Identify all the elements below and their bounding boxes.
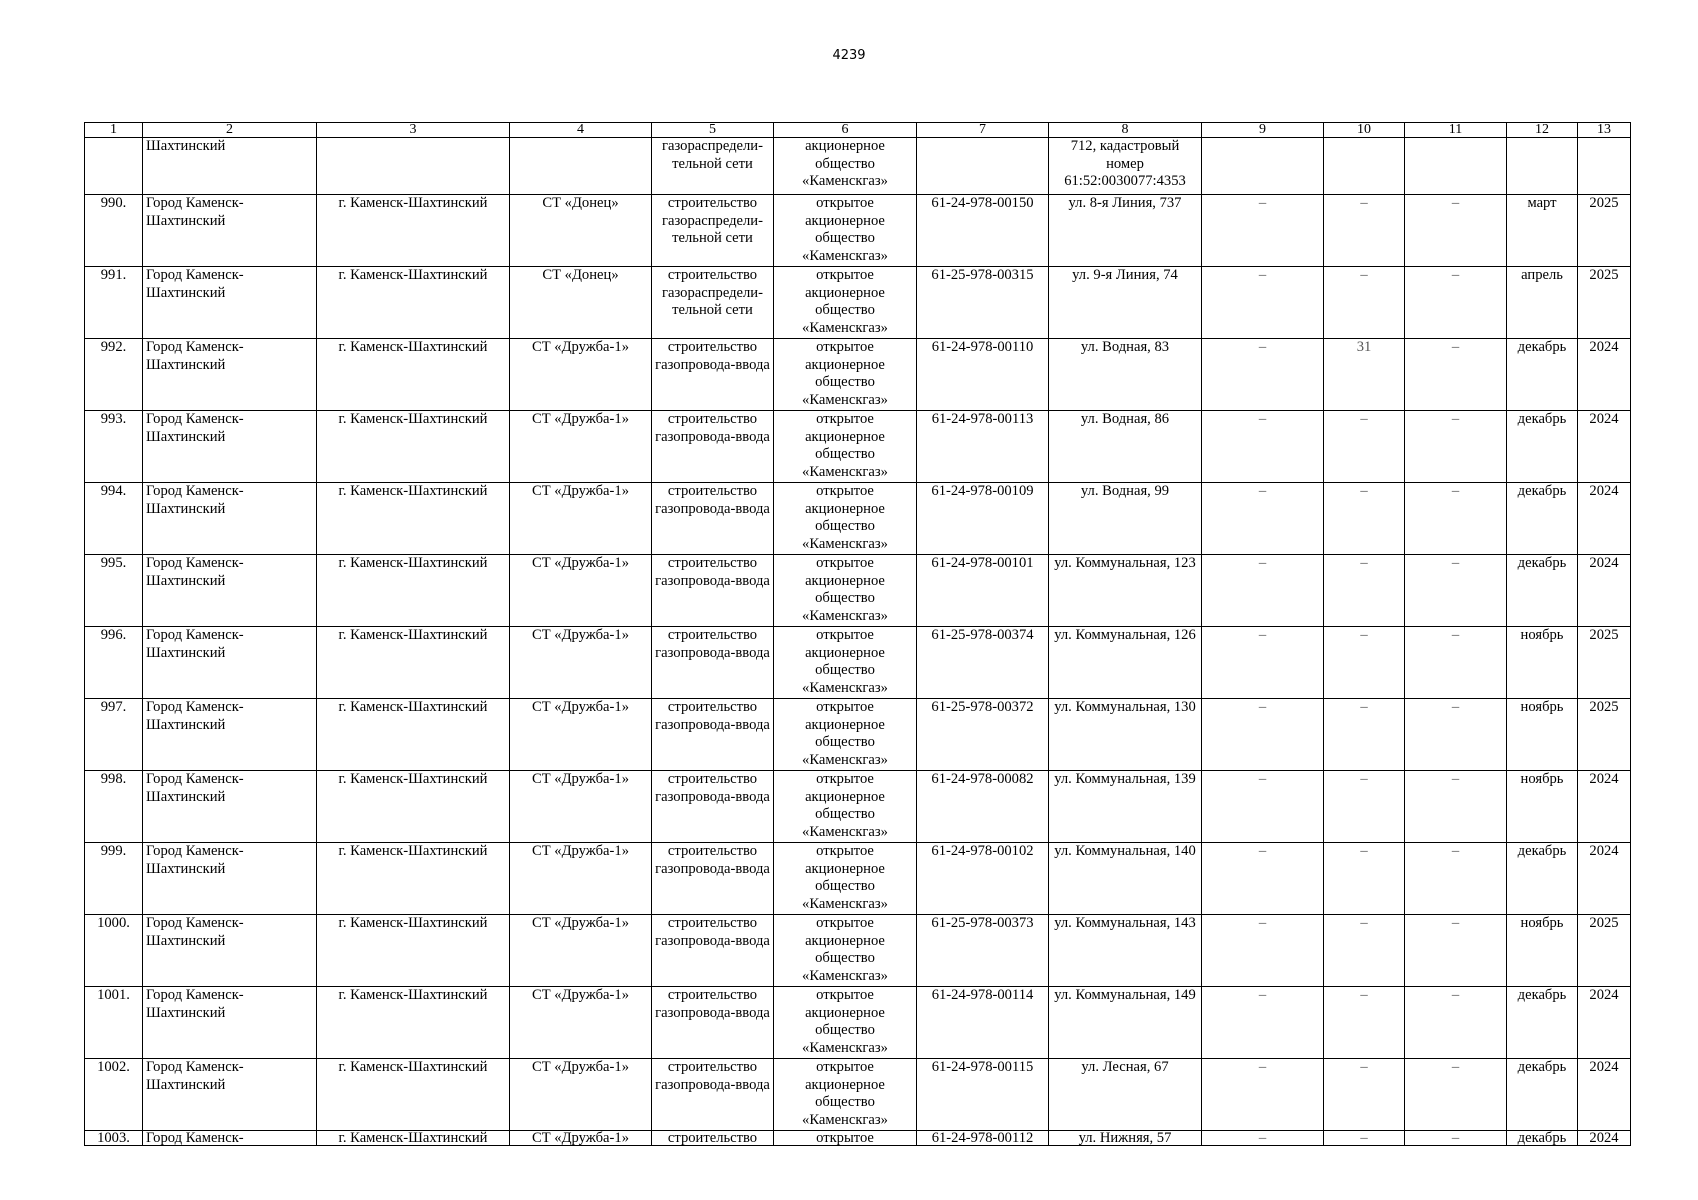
page-number: 4239 bbox=[832, 48, 866, 63]
cell-year: 2025 bbox=[1578, 915, 1631, 987]
cell-code bbox=[917, 138, 1049, 195]
cell-c10: – bbox=[1324, 267, 1405, 339]
cell-location: СТ «Дружба-1» bbox=[510, 843, 652, 915]
cell-month: декабрь bbox=[1507, 843, 1578, 915]
cell-location: СТ «Дружба-1» bbox=[510, 483, 652, 555]
cell-num: 992. bbox=[85, 339, 143, 411]
cell-location: СТ «Дружба-1» bbox=[510, 771, 652, 843]
cell-c11: – bbox=[1405, 915, 1507, 987]
cell-c10: – bbox=[1324, 1131, 1405, 1146]
cell-location: СТ «Дружба-1» bbox=[510, 987, 652, 1059]
cell-address: ул. Коммунальная, 139 bbox=[1049, 771, 1202, 843]
column-number: 8 bbox=[1049, 123, 1202, 138]
cell-c9: – bbox=[1202, 843, 1324, 915]
column-number-row bbox=[85, 123, 1631, 138]
cell-c10: 31 bbox=[1324, 339, 1405, 411]
cell-settlement: г. Каменск-Шахтинский bbox=[317, 483, 510, 555]
column-number: 9 bbox=[1202, 123, 1324, 138]
cell-c9: – bbox=[1202, 1059, 1324, 1131]
cell-organization: открытое акционерное общество «Каменскгаз» bbox=[774, 195, 917, 267]
table-row bbox=[85, 843, 1631, 915]
cell-municipality: Город Каменск-Шахтинский bbox=[143, 627, 317, 699]
cell-code: 61-24-978-00101 bbox=[917, 555, 1049, 627]
cell-year: 2024 bbox=[1578, 483, 1631, 555]
cell-c9: – bbox=[1202, 555, 1324, 627]
cell-work-type: строительство bbox=[652, 1131, 774, 1146]
cell-num: 995. bbox=[85, 555, 143, 627]
cell-work-type: строительство газопровода-ввода bbox=[652, 699, 774, 771]
cell-organization: открытое акционерное общество «Каменскгаз» bbox=[774, 339, 917, 411]
cell-location: СТ «Дружба-1» bbox=[510, 411, 652, 483]
cell-settlement bbox=[317, 138, 510, 195]
cell-code: 61-24-978-00114 bbox=[917, 987, 1049, 1059]
table-row bbox=[85, 627, 1631, 699]
cell-location: СТ «Донец» bbox=[510, 195, 652, 267]
cell-settlement: г. Каменск-Шахтинский bbox=[317, 411, 510, 483]
cell-address: ул. 8-я Линия, 737 bbox=[1049, 195, 1202, 267]
cell-address: ул. Коммунальная, 149 bbox=[1049, 987, 1202, 1059]
cell-work-type: строительство газопровода-ввода bbox=[652, 987, 774, 1059]
cell-num: 996. bbox=[85, 627, 143, 699]
cell-address: ул. Нижняя, 57 bbox=[1049, 1131, 1202, 1146]
cell-organization: открытое акционерное общество «Каменскгаз» bbox=[774, 483, 917, 555]
cell-municipality: Город Каменск-Шахтинский bbox=[143, 771, 317, 843]
cell-c10: – bbox=[1324, 987, 1405, 1059]
cell-work-type: газораспредели-тельной сети bbox=[652, 138, 774, 195]
cell-c10: – bbox=[1324, 915, 1405, 987]
table-row bbox=[85, 1059, 1631, 1131]
cell-location: СТ «Дружба-1» bbox=[510, 1131, 652, 1146]
cell-year: 2024 bbox=[1578, 843, 1631, 915]
cell-organization: открытое акционерное общество «Каменскгаз» bbox=[774, 915, 917, 987]
cell-location: СТ «Дружба-1» bbox=[510, 699, 652, 771]
cell-month: ноябрь bbox=[1507, 627, 1578, 699]
cell-c11: – bbox=[1405, 339, 1507, 411]
cell-municipality: Город Каменск-Шахтинский bbox=[143, 411, 317, 483]
cell-c9 bbox=[1202, 138, 1324, 195]
cell-month: декабрь bbox=[1507, 555, 1578, 627]
column-number: 11 bbox=[1405, 123, 1507, 138]
cell-c9: – bbox=[1202, 987, 1324, 1059]
cell-location: СТ «Донец» bbox=[510, 267, 652, 339]
cell-c9: – bbox=[1202, 771, 1324, 843]
cell-c9: – bbox=[1202, 1131, 1324, 1146]
cell-code: 61-25-978-00315 bbox=[917, 267, 1049, 339]
cell-organization: открытое акционерное общество «Каменскгаз» bbox=[774, 771, 917, 843]
cell-c11: – bbox=[1405, 267, 1507, 339]
cell-work-type: строительство газопровода-ввода bbox=[652, 771, 774, 843]
cell-code: 61-24-978-00109 bbox=[917, 483, 1049, 555]
cell-year: 2024 bbox=[1578, 1131, 1631, 1146]
cell-c9: – bbox=[1202, 627, 1324, 699]
cell-municipality: Город Каменск-Шахтинский bbox=[143, 915, 317, 987]
cell-code: 61-24-978-00115 bbox=[917, 1059, 1049, 1131]
cell-address: ул. Водная, 99 bbox=[1049, 483, 1202, 555]
cell-c10 bbox=[1324, 138, 1405, 195]
cell-c11: – bbox=[1405, 771, 1507, 843]
cell-c11: – bbox=[1405, 1059, 1507, 1131]
cell-c11 bbox=[1405, 138, 1507, 195]
column-number: 5 bbox=[652, 123, 774, 138]
column-number: 12 bbox=[1507, 123, 1578, 138]
cell-num: 998. bbox=[85, 771, 143, 843]
cell-organization: открытое bbox=[774, 1131, 917, 1146]
table-row bbox=[85, 771, 1631, 843]
cell-organization: открытое акционерное общество «Каменскгаз» bbox=[774, 411, 917, 483]
cell-code: 61-25-978-00374 bbox=[917, 627, 1049, 699]
table-row bbox=[85, 267, 1631, 339]
cell-c11: – bbox=[1405, 555, 1507, 627]
cell-settlement: г. Каменск-Шахтинский bbox=[317, 267, 510, 339]
cell-year: 2025 bbox=[1578, 627, 1631, 699]
cell-c9: – bbox=[1202, 195, 1324, 267]
cell-year: 2024 bbox=[1578, 411, 1631, 483]
cell-work-type: строительство газопровода-ввода bbox=[652, 339, 774, 411]
cell-organization: открытое акционерное общество «Каменскгаз» bbox=[774, 699, 917, 771]
cell-c11: – bbox=[1405, 627, 1507, 699]
table-row bbox=[85, 915, 1631, 987]
cell-settlement: г. Каменск-Шахтинский bbox=[317, 1131, 510, 1146]
cell-c11: – bbox=[1405, 843, 1507, 915]
cell-settlement: г. Каменск-Шахтинский bbox=[317, 339, 510, 411]
cell-work-type: строительство газопровода-ввода bbox=[652, 843, 774, 915]
cell-num: 993. bbox=[85, 411, 143, 483]
cell-month: ноябрь bbox=[1507, 915, 1578, 987]
cell-work-type: строительство газопровода-ввода bbox=[652, 915, 774, 987]
register-table bbox=[84, 122, 1631, 1146]
cell-address: 712, кадастровый номер 61:52:0030077:4353 bbox=[1049, 138, 1202, 195]
cell-location: СТ «Дружба-1» bbox=[510, 339, 652, 411]
cell-year: 2024 bbox=[1578, 555, 1631, 627]
cell-address: ул. Лесная, 67 bbox=[1049, 1059, 1202, 1131]
cell-address: ул. Коммунальная, 126 bbox=[1049, 627, 1202, 699]
column-number: 4 bbox=[510, 123, 652, 138]
cell-settlement: г. Каменск-Шахтинский bbox=[317, 1059, 510, 1131]
table-row bbox=[85, 699, 1631, 771]
cell-c10: – bbox=[1324, 699, 1405, 771]
cell-month: ноябрь bbox=[1507, 771, 1578, 843]
cell-settlement: г. Каменск-Шахтинский bbox=[317, 627, 510, 699]
cell-num: 1003. bbox=[85, 1131, 143, 1146]
table-body bbox=[85, 123, 1631, 1146]
cell-settlement: г. Каменск-Шахтинский bbox=[317, 699, 510, 771]
column-number: 13 bbox=[1578, 123, 1631, 138]
cell-year: 2024 bbox=[1578, 987, 1631, 1059]
cell-num: 1002. bbox=[85, 1059, 143, 1131]
cell-c9: – bbox=[1202, 267, 1324, 339]
cell-municipality: Город Каменск-Шахтинский bbox=[143, 195, 317, 267]
cell-address: ул. Водная, 83 bbox=[1049, 339, 1202, 411]
cell-address: ул. Коммунальная, 140 bbox=[1049, 843, 1202, 915]
cell-municipality: Город Каменск-Шахтинский bbox=[143, 699, 317, 771]
cell-organization: открытое акционерное общество «Каменскгаз» bbox=[774, 627, 917, 699]
cell-month: ноябрь bbox=[1507, 699, 1578, 771]
cell-c11: – bbox=[1405, 1131, 1507, 1146]
cell-code: 61-24-978-00150 bbox=[917, 195, 1049, 267]
cell-num: 1000. bbox=[85, 915, 143, 987]
cell-num: 1001. bbox=[85, 987, 143, 1059]
cell-month: апрель bbox=[1507, 267, 1578, 339]
cell-organization: акционерное общество «Каменскгаз» bbox=[774, 138, 917, 195]
cell-location bbox=[510, 138, 652, 195]
cell-num: 994. bbox=[85, 483, 143, 555]
cell-work-type: строительство газораспредели-тельной сети bbox=[652, 267, 774, 339]
table-row bbox=[85, 1131, 1631, 1146]
table-row bbox=[85, 339, 1631, 411]
cell-c10: – bbox=[1324, 195, 1405, 267]
cell-address: ул. 9-я Линия, 74 bbox=[1049, 267, 1202, 339]
cell-code: 61-25-978-00372 bbox=[917, 699, 1049, 771]
cell-settlement: г. Каменск-Шахтинский bbox=[317, 987, 510, 1059]
cell-location: СТ «Дружба-1» bbox=[510, 1059, 652, 1131]
column-number: 10 bbox=[1324, 123, 1405, 138]
cell-year: 2024 bbox=[1578, 1059, 1631, 1131]
cell-organization: открытое акционерное общество «Каменскгаз» bbox=[774, 1059, 917, 1131]
cell-year bbox=[1578, 138, 1631, 195]
cell-month: декабрь bbox=[1507, 987, 1578, 1059]
cell-code: 61-24-978-00113 bbox=[917, 411, 1049, 483]
table-row bbox=[85, 411, 1631, 483]
cell-organization: открытое акционерное общество «Каменскгаз» bbox=[774, 555, 917, 627]
cell-settlement: г. Каменск-Шахтинский bbox=[317, 843, 510, 915]
cell-year: 2024 bbox=[1578, 339, 1631, 411]
cell-month: декабрь bbox=[1507, 339, 1578, 411]
cell-c9: – bbox=[1202, 411, 1324, 483]
cell-year: 2025 bbox=[1578, 195, 1631, 267]
cell-c11: – bbox=[1405, 987, 1507, 1059]
cell-settlement: г. Каменск-Шахтинский bbox=[317, 771, 510, 843]
cell-c10: – bbox=[1324, 627, 1405, 699]
cell-c10: – bbox=[1324, 483, 1405, 555]
cell-code: 61-24-978-00102 bbox=[917, 843, 1049, 915]
cell-municipality: Город Каменск-Шахтинский bbox=[143, 987, 317, 1059]
cell-organization: открытое акционерное общество «Каменскгаз» bbox=[774, 987, 917, 1059]
cell-work-type: строительство газораспредели-тельной сети bbox=[652, 195, 774, 267]
cell-c11: – bbox=[1405, 483, 1507, 555]
continued-row bbox=[85, 138, 1631, 195]
cell-work-type: строительство газопровода-ввода bbox=[652, 1059, 774, 1131]
cell-num: 990. bbox=[85, 195, 143, 267]
cell-location: СТ «Дружба-1» bbox=[510, 627, 652, 699]
cell-municipality: Город Каменск-Шахтинский bbox=[143, 339, 317, 411]
cell-location: СТ «Дружба-1» bbox=[510, 555, 652, 627]
cell-year: 2025 bbox=[1578, 699, 1631, 771]
cell-c11: – bbox=[1405, 699, 1507, 771]
cell-month: декабрь bbox=[1507, 1059, 1578, 1131]
cell-settlement: г. Каменск-Шахтинский bbox=[317, 555, 510, 627]
column-number: 3 bbox=[317, 123, 510, 138]
cell-month: декабрь bbox=[1507, 483, 1578, 555]
cell-code: 61-25-978-00373 bbox=[917, 915, 1049, 987]
cell-c10: – bbox=[1324, 771, 1405, 843]
cell-month: декабрь bbox=[1507, 411, 1578, 483]
cell-organization: открытое акционерное общество «Каменскгаз» bbox=[774, 843, 917, 915]
cell-code: 61-24-978-00110 bbox=[917, 339, 1049, 411]
table-row bbox=[85, 195, 1631, 267]
cell-address: ул. Водная, 86 bbox=[1049, 411, 1202, 483]
cell-c9: – bbox=[1202, 915, 1324, 987]
cell-c11: – bbox=[1405, 195, 1507, 267]
column-number: 1 bbox=[85, 123, 143, 138]
cell-c10: – bbox=[1324, 555, 1405, 627]
cell-municipality: Город Каменск-Шахтинский bbox=[143, 555, 317, 627]
cell-month: декабрь bbox=[1507, 1131, 1578, 1146]
cell-num: 991. bbox=[85, 267, 143, 339]
cell-num: 999. bbox=[85, 843, 143, 915]
cell-location: СТ «Дружба-1» bbox=[510, 915, 652, 987]
cell-municipality: Город Каменск-Шахтинский bbox=[143, 1059, 317, 1131]
cell-c10: – bbox=[1324, 843, 1405, 915]
cell-num: 997. bbox=[85, 699, 143, 771]
cell-settlement: г. Каменск-Шахтинский bbox=[317, 915, 510, 987]
cell-year: 2024 bbox=[1578, 771, 1631, 843]
column-number: 2 bbox=[143, 123, 317, 138]
cell-address: ул. Коммунальная, 143 bbox=[1049, 915, 1202, 987]
cell-c9: – bbox=[1202, 339, 1324, 411]
cell-c10: – bbox=[1324, 1059, 1405, 1131]
cell-month bbox=[1507, 138, 1578, 195]
table-row bbox=[85, 987, 1631, 1059]
cell-municipality: Город Каменск-Шахтинский bbox=[143, 483, 317, 555]
table-row bbox=[85, 483, 1631, 555]
cell-c9: – bbox=[1202, 699, 1324, 771]
cell-code: 61-24-978-00112 bbox=[917, 1131, 1049, 1146]
cell-month: март bbox=[1507, 195, 1578, 267]
cell-municipality: Шахтинский bbox=[143, 138, 317, 195]
cell-work-type: строительство газопровода-ввода bbox=[652, 555, 774, 627]
cell-address: ул. Коммунальная, 130 bbox=[1049, 699, 1202, 771]
cell-address: ул. Коммунальная, 123 bbox=[1049, 555, 1202, 627]
cell-num bbox=[85, 138, 143, 195]
cell-municipality: Город Каменск-Шахтинский bbox=[143, 267, 317, 339]
cell-work-type: строительство газопровода-ввода bbox=[652, 483, 774, 555]
cell-code: 61-24-978-00082 bbox=[917, 771, 1049, 843]
cell-municipality: Город Каменск- bbox=[143, 1131, 317, 1146]
cell-c11: – bbox=[1405, 411, 1507, 483]
cell-c9: – bbox=[1202, 483, 1324, 555]
column-number: 6 bbox=[774, 123, 917, 138]
cell-organization: открытое акционерное общество «Каменскгаз» bbox=[774, 267, 917, 339]
column-number: 7 bbox=[917, 123, 1049, 138]
cell-work-type: строительство газопровода-ввода bbox=[652, 627, 774, 699]
cell-c10: – bbox=[1324, 411, 1405, 483]
cell-settlement: г. Каменск-Шахтинский bbox=[317, 195, 510, 267]
cell-work-type: строительство газопровода-ввода bbox=[652, 411, 774, 483]
cell-municipality: Город Каменск-Шахтинский bbox=[143, 843, 317, 915]
cell-year: 2025 bbox=[1578, 267, 1631, 339]
table-row bbox=[85, 555, 1631, 627]
